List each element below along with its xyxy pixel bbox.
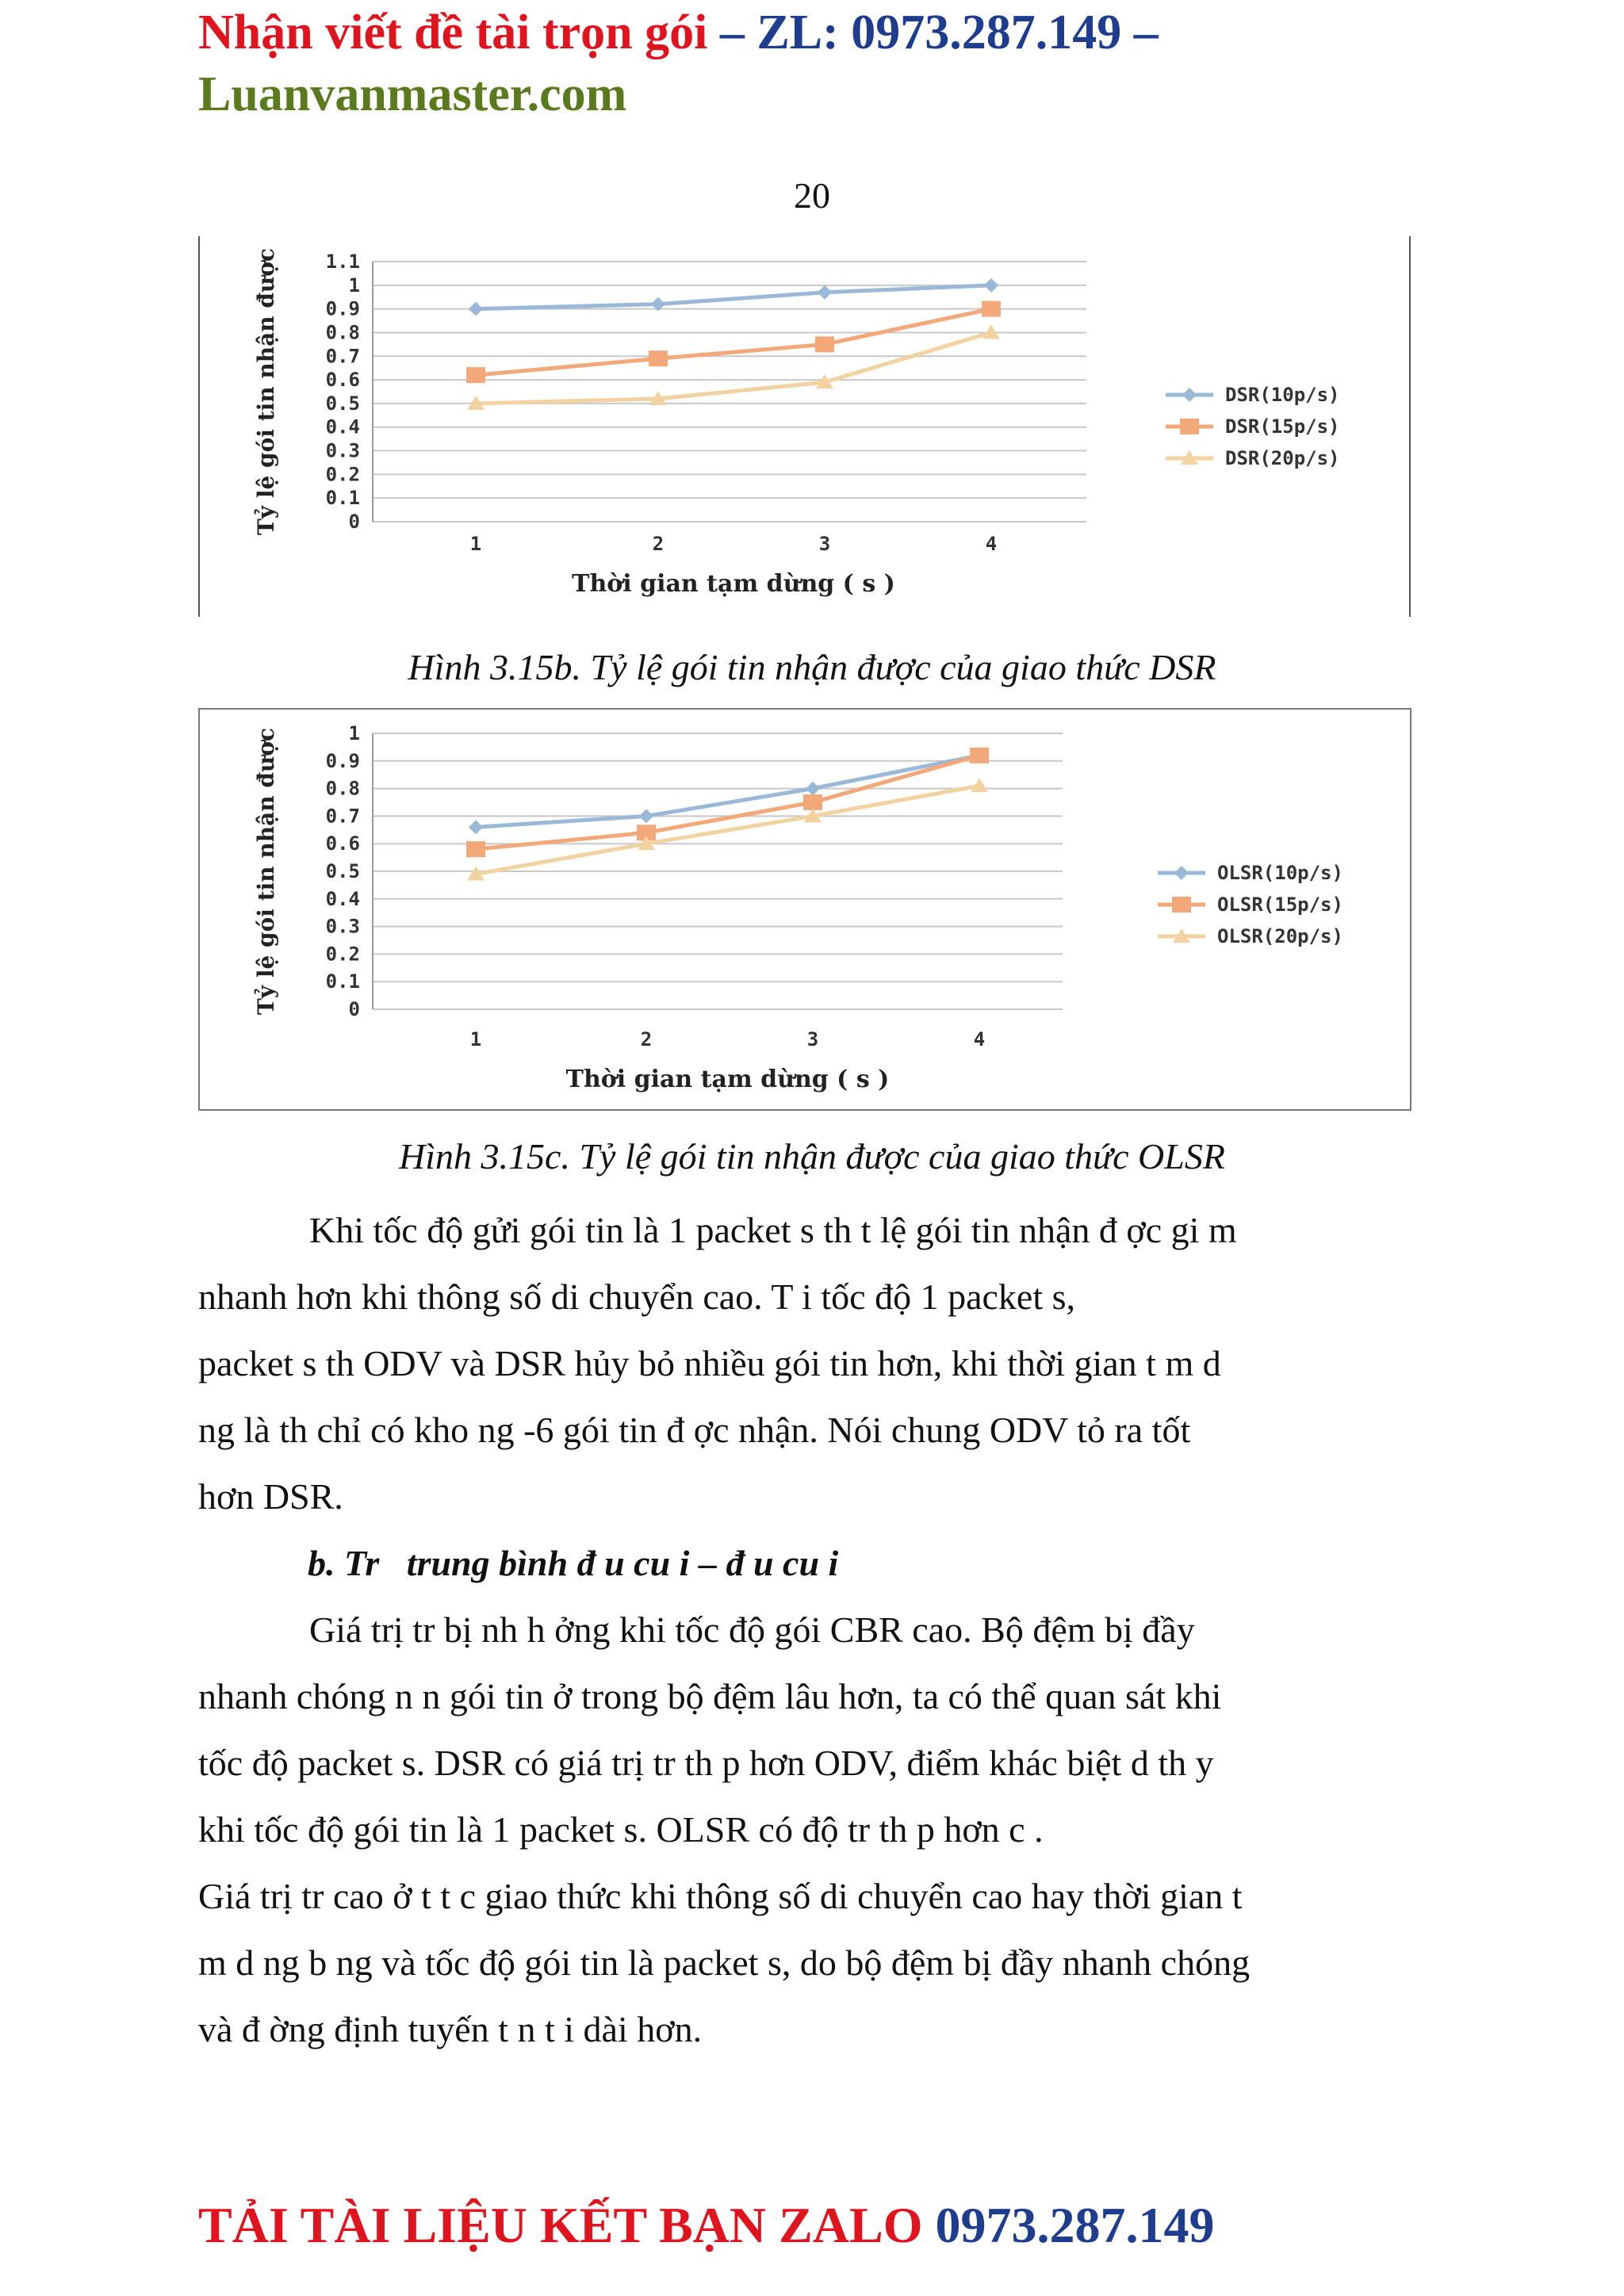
y-tick-label: 0.3 xyxy=(325,915,360,938)
legend-marker xyxy=(1174,866,1189,880)
y-tick-label: 0.1 xyxy=(325,487,360,510)
x-tick-label: 4 xyxy=(985,533,998,555)
text-line: Giá trị tr cao ở t t c giao thức khi thông số di chuyển cao hay thời gian t xyxy=(198,1876,1243,1916)
page-number: 20 xyxy=(794,175,830,216)
header-service-text: Nhận viết đề tài trọn gói xyxy=(198,6,708,59)
data-point xyxy=(984,278,998,293)
y-tick-label: 1 xyxy=(348,722,360,744)
chart-olsr xyxy=(198,708,1411,1111)
y-tick-label: 0.8 xyxy=(325,777,360,800)
y-tick-label: 0.2 xyxy=(325,463,360,486)
legend-marker xyxy=(1172,897,1191,913)
series-line-DSR(10p/s) xyxy=(476,285,991,309)
figure-caption-dsr: Hình 3.15b. Tỷ lệ gói tin nhận được của giao thức DSR xyxy=(408,647,1216,687)
y-axis-label: Tỷ lệ gói tin nhận được xyxy=(253,728,279,1015)
legend-label: OLSR(10p/s) xyxy=(1217,862,1343,884)
figure-caption-olsr: Hình 3.15c. Tỷ lệ gói tin nhận được của giao thức OLSR xyxy=(399,1136,1225,1177)
header-website: Luanvanmaster.com xyxy=(198,67,627,121)
header-line-1 xyxy=(198,2,1159,63)
footer-banner xyxy=(198,2196,1214,2255)
text-line: hơn DSR. xyxy=(198,1476,343,1517)
chart-dsr xyxy=(198,236,1411,617)
y-tick-label: 0.6 xyxy=(325,369,360,392)
text-line: nhanh hơn khi thông số di chuyển cao. T i tốc độ 1 packet s, xyxy=(198,1276,1075,1317)
chart-dsr-svg xyxy=(198,236,1411,617)
y-tick-label: 0.9 xyxy=(325,297,360,320)
y-tick-label: 1 xyxy=(348,274,360,297)
text-line: m d ng b ng và tốc độ gói tin là packet s, do bộ đệm bị đầy nhanh chóng xyxy=(198,1942,1251,1983)
x-tick-label: 3 xyxy=(806,1028,819,1050)
y-tick-label: 0 xyxy=(348,998,360,1020)
section-subheading: b. Tr trung bình đ u cu i – đ u cu i xyxy=(308,1543,839,1583)
data-point xyxy=(639,809,653,823)
data-point xyxy=(982,324,1000,339)
y-tick-label: 0.7 xyxy=(325,345,360,368)
data-point xyxy=(649,350,668,366)
x-tick-label: 2 xyxy=(640,1028,653,1050)
legend-marker xyxy=(1182,388,1197,402)
legend-label: DSR(15p/s) xyxy=(1225,415,1340,438)
y-tick-label: 0.2 xyxy=(325,943,360,966)
text-line: khi tốc độ gói tin là 1 packet s. OLSR có độ tr th p hơn c . xyxy=(198,1809,1044,1850)
paragraph-1 xyxy=(198,1197,1435,1530)
text-line: packet s th ODV và DSR hủy bỏ nhiều gói tin hơn, khi thời gian t m d xyxy=(198,1343,1221,1383)
series-line-DSR(15p/s) xyxy=(476,309,991,375)
legend-label: OLSR(20p/s) xyxy=(1217,925,1343,947)
y-tick-label: 0.4 xyxy=(325,887,360,910)
text-line: tốc độ packet s. DSR có giá trị tr th p hơn ODV, điểm khác biệt d th y xyxy=(198,1743,1214,1783)
data-point xyxy=(815,336,834,352)
y-axis-label: Tỷ lệ gói tin nhận được xyxy=(253,248,279,535)
y-tick-label: 0.6 xyxy=(325,832,360,855)
data-point xyxy=(982,301,1001,317)
y-tick-label: 0.1 xyxy=(325,970,360,993)
data-point xyxy=(466,841,485,857)
legend-marker xyxy=(1180,419,1199,434)
text-line: nhanh chóng n n gói tin ở trong bộ đệm lâu hơn, ta có thể quan sát khi xyxy=(198,1676,1222,1716)
data-point xyxy=(818,285,832,300)
text-line: Giá trị tr bị nh h ởng khi tốc độ gói CBR cao. Bộ đệm bị đầy xyxy=(309,1609,1195,1650)
paragraph-3 xyxy=(198,1863,1435,2063)
paragraph-2 xyxy=(198,1597,1435,1863)
header-dash: – xyxy=(1121,6,1159,59)
x-axis-label: Thời gian tạm dừng ( s ) xyxy=(565,1066,890,1093)
footer-text: TẢI TÀI LIỆU KẾT BẠN ZALO xyxy=(198,2197,936,2253)
y-tick-label: 0.8 xyxy=(325,321,360,344)
y-tick-label: 0 xyxy=(348,511,360,533)
series-line-OLSR(20p/s) xyxy=(476,786,979,874)
x-tick-label: 1 xyxy=(469,1028,482,1050)
text-line: ng là th chỉ có kho ng -6 gói tin đ ợc nhận. Nói chung ODV tỏ ra tốt xyxy=(198,1410,1191,1450)
data-point xyxy=(469,302,483,316)
legend-label: DSR(20p/s) xyxy=(1225,447,1340,469)
legend-label: DSR(10p/s) xyxy=(1225,384,1340,406)
y-tick-label: 0.7 xyxy=(325,805,360,828)
y-tick-label: 0.3 xyxy=(325,439,360,462)
data-point xyxy=(469,820,483,834)
data-point xyxy=(466,367,485,383)
data-point xyxy=(970,748,989,763)
data-point xyxy=(803,794,822,810)
x-tick-label: 4 xyxy=(973,1028,986,1050)
x-tick-label: 1 xyxy=(469,533,482,555)
x-axis-label: Thời gian tạm dừng ( s ) xyxy=(572,570,895,598)
header-zalo-number: ZL: 0973.287.149 xyxy=(756,6,1122,59)
text-line: Khi tốc độ gửi gói tin là 1 packet s th t lệ gói tin nhận đ ợc gi m xyxy=(309,1210,1237,1250)
x-tick-label: 2 xyxy=(652,533,665,555)
footer-zalo-number: 0973.287.149 xyxy=(935,2197,1215,2253)
y-tick-label: 0.4 xyxy=(325,415,360,438)
legend-label: OLSR(15p/s) xyxy=(1217,894,1343,916)
y-tick-label: 0.5 xyxy=(325,392,360,415)
y-tick-label: 0.5 xyxy=(325,860,360,882)
y-tick-label: 0.9 xyxy=(325,749,360,772)
header-dash: – xyxy=(707,6,757,59)
y-tick-label: 1.1 xyxy=(325,251,360,273)
x-tick-label: 3 xyxy=(818,533,831,555)
data-point xyxy=(806,782,820,796)
chart-olsr-svg xyxy=(198,708,1411,1111)
text-line: và đ ờng định tuyến t n t i dài hơn. xyxy=(198,2009,703,2049)
